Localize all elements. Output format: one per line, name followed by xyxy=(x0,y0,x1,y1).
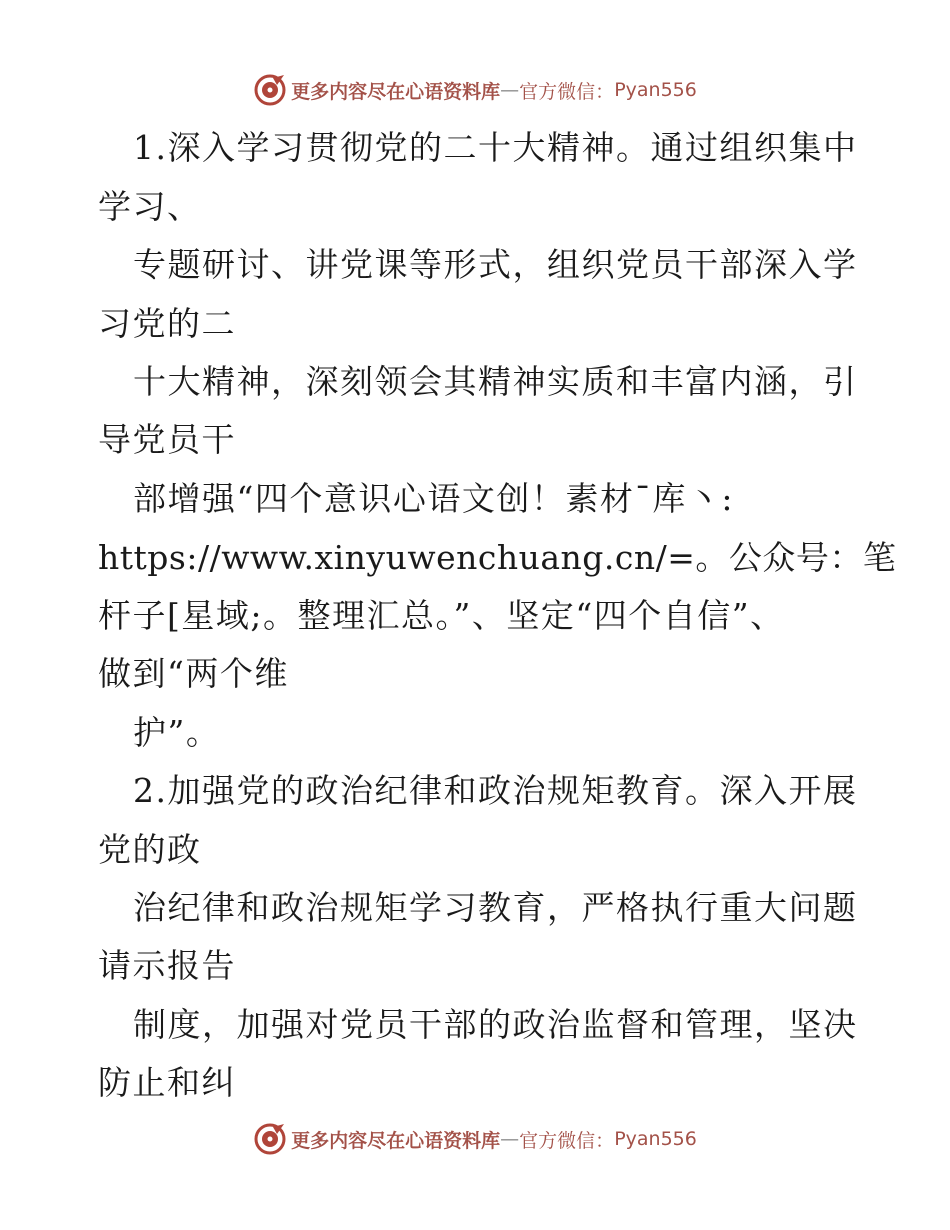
banner-brand-text: 更多内容尽在心语资料库 xyxy=(291,1129,501,1152)
text-line: 治纪律和政治规矩学习教育，严格执行重大问题 xyxy=(133,888,858,927)
banner-separator: — xyxy=(500,79,520,101)
text-line: 专题研讨、讲党课等形式，组织党员干部深入学 xyxy=(133,245,858,284)
text-line: 1.深入学习贯彻党的二十大精神。通过组织集中 xyxy=(133,128,858,167)
text-line: 十大精神，深刻领会其精神实质和丰富内涵，引 xyxy=(133,362,858,401)
banner-brand-text: 更多内容尽在心语资料库 xyxy=(291,80,501,103)
text-line: 习党的二 xyxy=(98,304,236,343)
text-line: 杆子[星域;。整理汇总。”、坚定“四个自信”、 xyxy=(98,596,785,635)
text-line: 做到“两个维 xyxy=(98,654,289,693)
text-line: 2.加强党的政治纪律和政治规矩教育。深入开展 xyxy=(133,771,858,810)
pen-logo-icon xyxy=(253,73,287,107)
text-line: 导党员干 xyxy=(98,420,236,459)
banner-wechat-label: 官方微信： xyxy=(519,80,615,103)
text-line: 制度，加强对党员干部的政治监督和管理，坚决 xyxy=(133,1005,858,1044)
text-line: 防止和纠 xyxy=(98,1063,236,1102)
banner-wechat-id: Pyan556 xyxy=(614,79,697,101)
text-line: 请示报告 xyxy=(98,946,236,985)
text-line: 学习、 xyxy=(98,187,202,226)
pen-logo-icon xyxy=(253,1122,287,1156)
text-line: 部增强“四个意识心语文创！素材¯库丶: xyxy=(133,479,734,518)
banner-wechat-id: Pyan556 xyxy=(614,1128,697,1150)
header-watermark-banner xyxy=(0,72,950,108)
banner-wechat-label: 官方微信： xyxy=(519,1129,615,1152)
banner-separator: — xyxy=(500,1128,520,1150)
text-line: 护”。 xyxy=(133,713,221,752)
footer-watermark-banner xyxy=(0,1121,950,1157)
text-line: https://www.xinyuwenchuang.cn/=。公众号：笔 xyxy=(98,538,897,577)
text-line: 党的政 xyxy=(98,830,202,869)
